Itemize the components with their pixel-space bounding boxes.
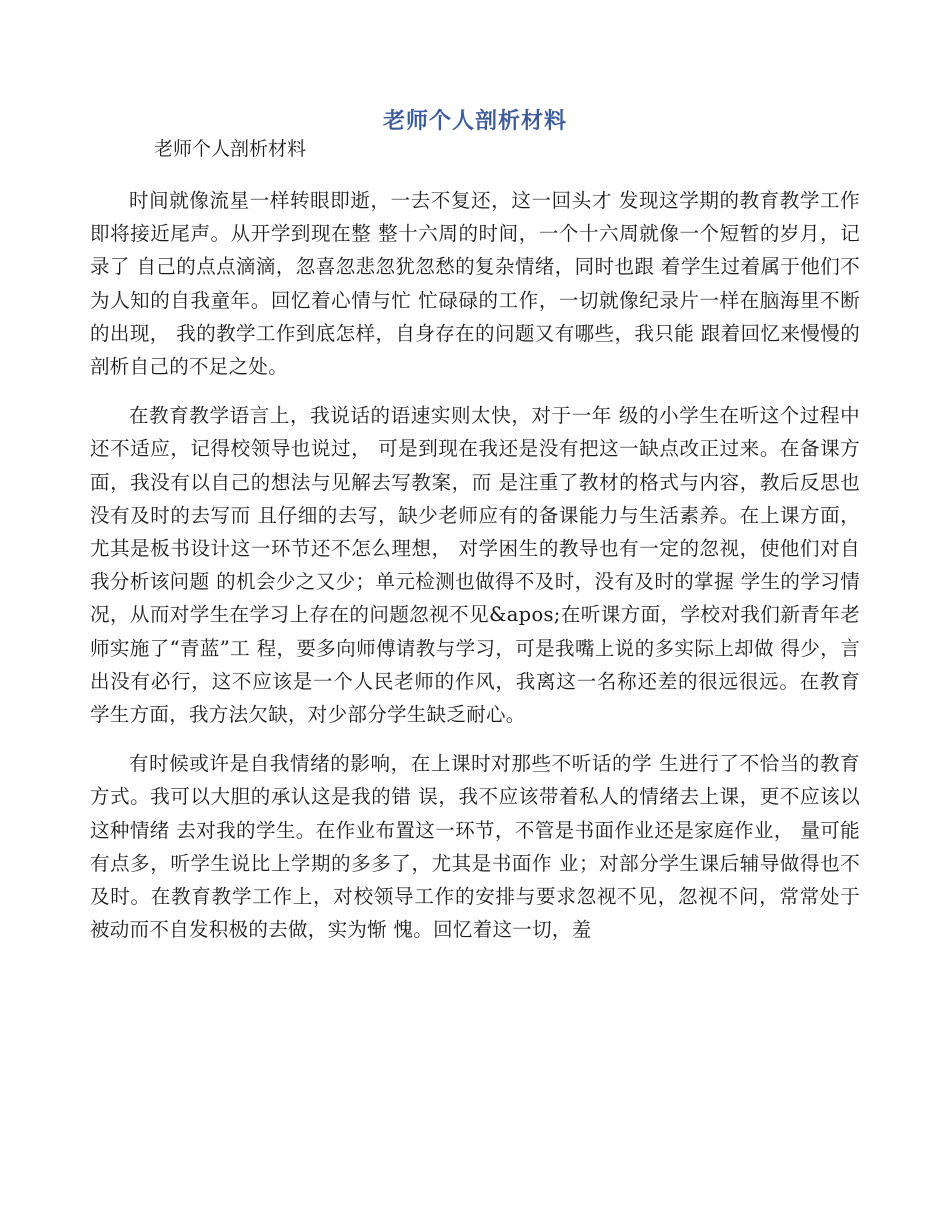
document-subtitle: 老师个人剖析材料	[154, 138, 307, 160]
paragraph: 在教育教学语言上，我说话的语速实则太快，对于一年 级的小学生在听这个过程中还不适应，记得校领导也说过， 可是到现在我还是没有把这一缺点改正过来。在备课方面，我没有以自己的想法与见解去写教案，而 是注重了教材的格式与内容，教后反思也没有及时的去写而 且仔细的去写，缺少老师应有的备课能力与生活素养。在上课方面，尤其是板书设计这一环节还不怎么理想， 对学困生的教导也有一定的忽视，使他们对自我分析该问题 的机会少之又少；单元检测也做得不及时，没有及时的掌握 学生的学习情况，从而对学生在学习上存在的问题忽视不见&apos;在听课方面，学校对我们新青年老师实施了“青蓝”工 程，要多向师傅请教与学习，可是我嘴上说的多实际上却做 得少，言出没有必行，这不应该是一个人民老师的作风，我离这一名称还差的很远很远。在教育学生方面，我方法欠缺，对少部分学生缺乏耐心。	[90, 404, 860, 727]
document-title: 老师个人剖析材料	[382, 108, 567, 134]
document-body	[90, 184, 860, 962]
paragraph: 时间就像流星一样转眼即逝，一去不复还，这一回头才 发现这学期的教育教学工作即将接近尾声。从开学到现在整 整十六周的时间，一个十六周就像一个短暂的岁月，记录了 自己的点点滴滴，忽喜忽悲忽犹忽愁的复杂情绪，同时也跟 着学生过着属于他们不为人知的自我童年。回忆着心情与忙 忙碌碌的工作，一切就像纪录片一样在脑海里不断的出现， 我的教学工作到底怎样，自身存在的问题又有哪些，我只能 跟着回忆来慢慢的剖析自己的不足之处。	[90, 189, 860, 379]
paragraph: 有时候或许是自我情绪的影响，在上课时对那些不听话的学 生进行了不恰当的教育方式。我可以大胆的承认这是我的错 误，我不应该带着私人的情绪去上课，更不应该以这种情绪 去对我的学生。在作业布置这一环节，不管是书面作业还是家庭作业， 量可能有点多，听学生说比上学期的多多了，尤其是书面作 业；对部分学生课后辅导做得也不及时。在教育教学工作上，对校领导工作的安排与要求忽视不见，忽视不问，常常处于被动而不自发积极的去做，实为惭 愧。回忆着这一切，羞	[90, 752, 860, 942]
